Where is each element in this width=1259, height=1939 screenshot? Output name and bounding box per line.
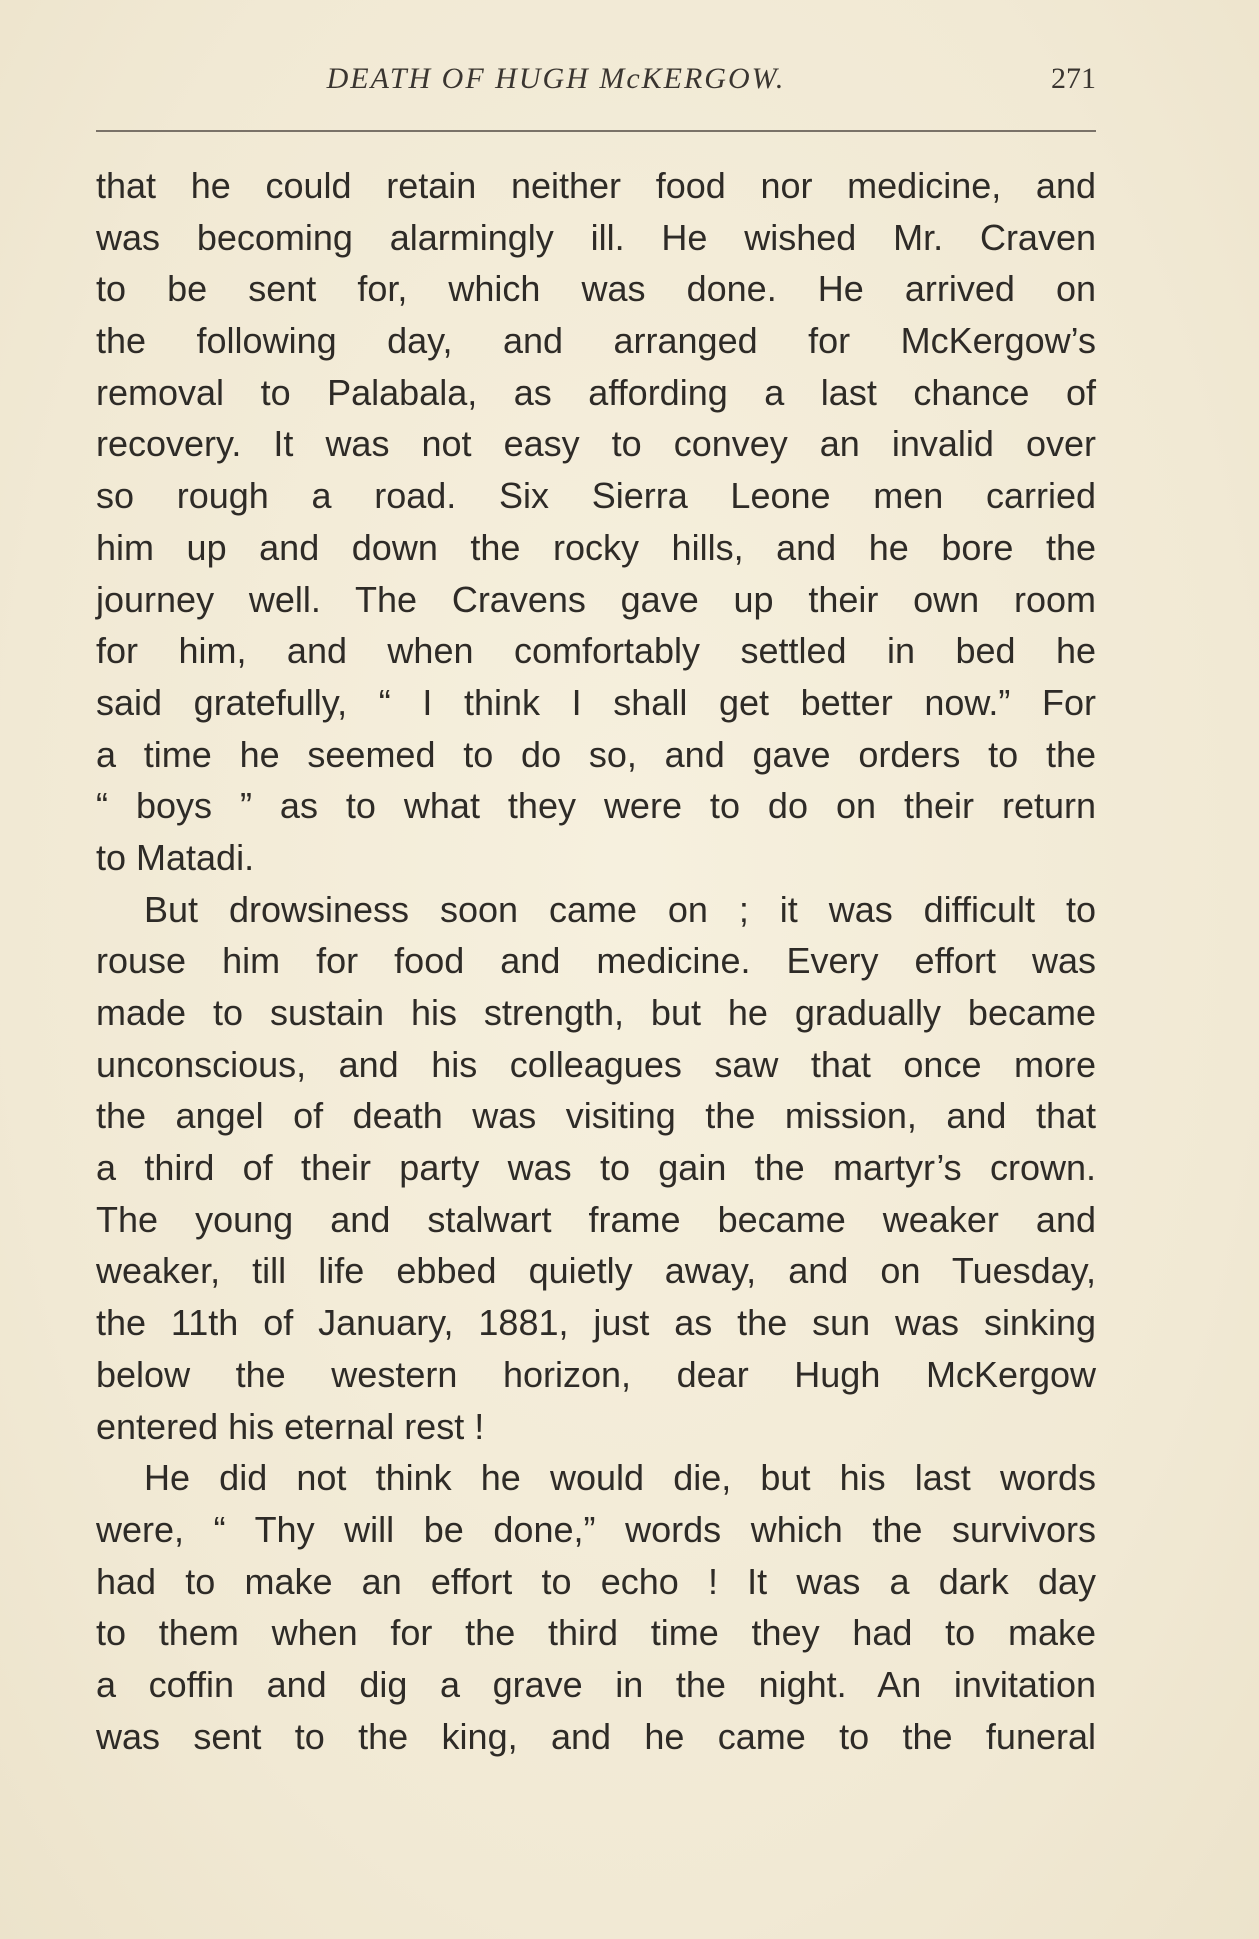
header-rule (96, 130, 1096, 132)
text-line: entered his eternal rest ! (96, 1405, 485, 1447)
text-line: were, “ Thy will be done,” words which the survivors (96, 1508, 1096, 1550)
text-line: a time he seemed to do so, and gave orders to the (96, 733, 1096, 775)
text-line: so rough a road. Six Sierra Leone men carried (96, 475, 1096, 517)
text-line: But drowsiness soon came on ; it was difficult to (144, 888, 1096, 930)
text-line: made to sustain his strength, but he gradually became (96, 992, 1096, 1033)
text-line: a coffin and dig a grave in the night. An invitation (96, 1663, 1096, 1705)
text-line: to Matadi. (96, 836, 255, 878)
text-line: “ boys ” as to what they were to do on their return (96, 785, 1096, 827)
text-line: the following day, and arranged for McKergow’s (96, 320, 1096, 362)
text-line: to them when for the third time they had to make (96, 1612, 1096, 1654)
text-line: for him, and when comfortably settled in bed he (96, 630, 1096, 672)
text-line: him up and down the rocky hills, and he bore the (96, 526, 1096, 568)
page-header (96, 62, 1096, 112)
text-line: recovery. It was not easy to convey an invalid over (96, 423, 1096, 465)
text-line: unconscious, and his colleagues saw that once more (96, 1043, 1096, 1085)
text-line: The young and stalwart frame became weaker and (96, 1198, 1096, 1240)
text-line: the angel of death was visiting the mission, and that (96, 1095, 1096, 1137)
text-line: rouse him for food and medicine. Every effort was (96, 940, 1096, 982)
text-line: had to make an effort to echo ! It was a dark day (96, 1560, 1096, 1602)
text-line: below the western horizon, dear Hugh McKergow (96, 1353, 1096, 1395)
body-text (96, 160, 1096, 1762)
text-line: the 11th of January, 1881, just as the sun was sinking (96, 1302, 1096, 1344)
page-number: 271 (1051, 62, 1096, 95)
text-line: a third of their party was to gain the martyr’s crown. (96, 1147, 1096, 1189)
text-line: removal to Palabala, as affording a last chance of (96, 371, 1096, 413)
text-line: journey well. The Cravens gave up their own room (96, 578, 1096, 620)
text-line: was becoming alarmingly ill. He wished Mr. Craven (96, 216, 1096, 258)
text-line: He did not think he would die, but his last words (144, 1457, 1096, 1499)
text-line: that he could retain neither food nor medicine, and (96, 165, 1096, 206)
running-title: DEATH OF HUGH McKERGOW. (326, 62, 786, 95)
text-line: weaker, till life ebbed quietly away, and on Tuesday, (96, 1250, 1096, 1292)
text-line: to be sent for, which was done. He arrived on (96, 268, 1096, 310)
text-line: said gratefully, “ I think I shall get better now.” For (96, 681, 1096, 723)
text-line: was sent to the king, and he came to the funeral (96, 1715, 1096, 1757)
